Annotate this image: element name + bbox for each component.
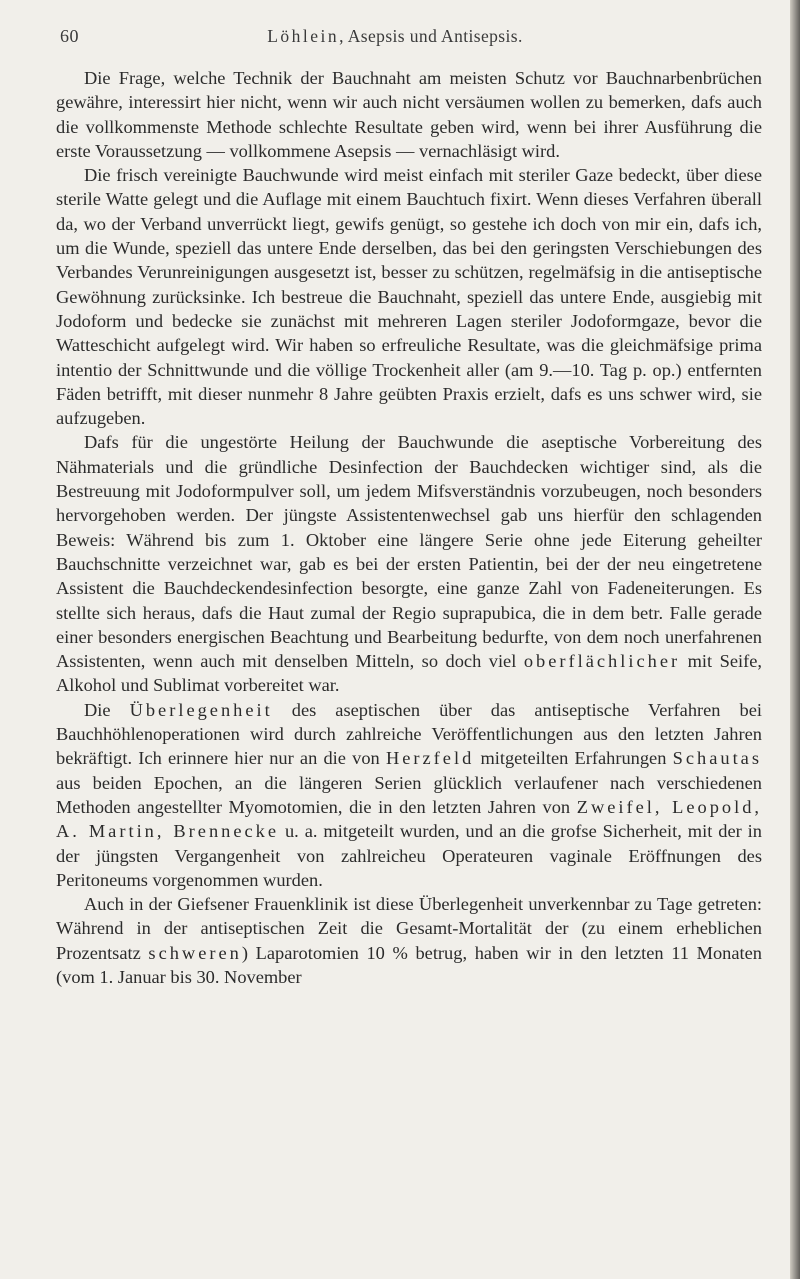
paragraph [56,163,762,430]
running-title-rest: , Asepsis und Antisepsis. [339,26,523,46]
paragraph [56,430,762,697]
text-run: Die Frage, welche Technik der Bauchnaht am meisten Schutz vor Bauchnarbenbrüchen gewähre, interessirt hier nicht, wenn wir auch nicht versäumen wollen zu bemerken, dafs auch die vollkommenste Methode schlechte Resultate geben wird, wenn bei ihrer Ausführung die erste Voraussetzung — vollkommene Asepsis — vernachläsigt wird. [56,68,762,161]
running-header [0,26,790,52]
text-run: Dafs für die ungestörte Heilung der Bauchwunde die aseptische Vorbereitung des Nähmaterials und die gründliche Desinfection der Bauchdecken wichtiger sind, als die Bestreuung mit Jodoformpulver soll, um jedem Mifsverständnis vorzubeugen, noch besonders hervorgehoben werden. Der jüngste Assistentenwechsel gab uns hierfür den schlagenden Beweis: Während bis zum 1. Oktober eine längere Serie ohne jede Eiterung geheilter Bauchschnitte verzeichnet war, gab es bei der ersten Patientin, bei der der neu eingetretene Assistent die Bauchdeckendesinfection besorgte, eine ganze Zahl von Fadeneiterungen. Es stellte sich heraus, dafs die Haut zumal der Regio suprapubica, die in dem betr. Falle gerade einer besonders energischen Beachtung und Bearbeitung bedurfte, von dem noch unerfahrenen Assistenten, wenn auch mit denselben Mitteln, so doch viel [56,432,762,672]
paragraph [56,66,762,163]
emphasized-text: Überlegenheit [129,699,273,720]
text-run: aus beiden Epochen, an die längeren Serien glücklich verlaufener nach verschiedenen Methoden angestellter Myomotomien, die in den letzten Jahren von [56,772,762,817]
text-run: Die frisch vereinigte Bauchwunde wird meist einfach mit steriler Gaze bedeckt, über diese sterile Watte gelegt und die Auflage mit einem Bauchtuch fixirt. Wenn dieses Verfahren überall da, wo der Verband unverrückt liegt, gewifs genügt, so gestehe ich doch von mir ein, dafs ich, um die Wunde, speziell das untere Ende derselben, das bei den geringsten Verschiebungen des Verbandes Verunreinigungen ausgesetzt ist, besser zu schützen, regelmäfsig in die antiseptische Gewöhnung zurücksinke. Ich bestreue die Bauchnaht, speziell das untere Ende, ausgiebig mit Jodoform und bedecke sie zunächst mit mehreren Lagen steriler Jodoformgaze, bevor die Watteschicht aufgelegt wird. Wir haben so erfreuliche Resultate, was die gleichmäfsige prima intentio der Schnittwunde und die völlige Trockenheit aller (am 9.—10. Tag p. op.) entfernten Fäden betrifft, mit dieser nunmehr 8 Jahre geübten Praxis erzielt, dafs es uns schwer wird, sie aufzugeben. [56,165,762,429]
emphasized-text: schweren [148,942,242,963]
text-run: u. a. mitgeteilt wurden, und an die grofse Sicherheit, mit der in der jüngsten Vergangenheit von zahlreicheu Operateuren vaginale Eröffnungen des Peritoneums vorgenommen wurden. [56,821,762,890]
text-run: mitgeteilten Erfahrungen [474,748,673,769]
text-run: des aseptischen über das antiseptische Verfahren bei Bauchhöhlenoperationen wird durch zahlreiche Veröffentlichungen aus den letzten Jahren bekräftigt. Ich erinnere hier nur an die von [56,699,762,769]
text-run: mit Seife, Alkohol und Sublimat vorbereitet war. [56,651,762,696]
text-run: ) Laparotomien 10 % betrug, haben wir in den letzten 11 Monaten (vom 1. Januar bis 30. November [56,942,762,987]
paragraph [56,698,762,892]
running-title [0,26,790,47]
emphasized-text: Schautas [672,748,762,769]
body-text [56,66,762,989]
page-number: 60 [60,26,79,46]
running-title-author: Löhlein [267,26,340,46]
emphasized-text: oberflächlicher [523,651,681,672]
text-run: Auch in der Giefsener Frauenklinik ist diese Überlegenheit unverkennbar zu Tage getreten: Während in der antiseptischen Zeit die Gesamt-Mortalität der (zu einem erheblichen Prozentsatz [56,894,762,963]
emphasized-text: Zweifel, Leopold, A. Martin, Brennecke [56,796,763,842]
emphasized-text: Herzfeld [385,748,475,769]
text-run: Die [84,699,130,720]
paragraph [56,892,762,989]
page-edge-shadow [790,0,800,1279]
